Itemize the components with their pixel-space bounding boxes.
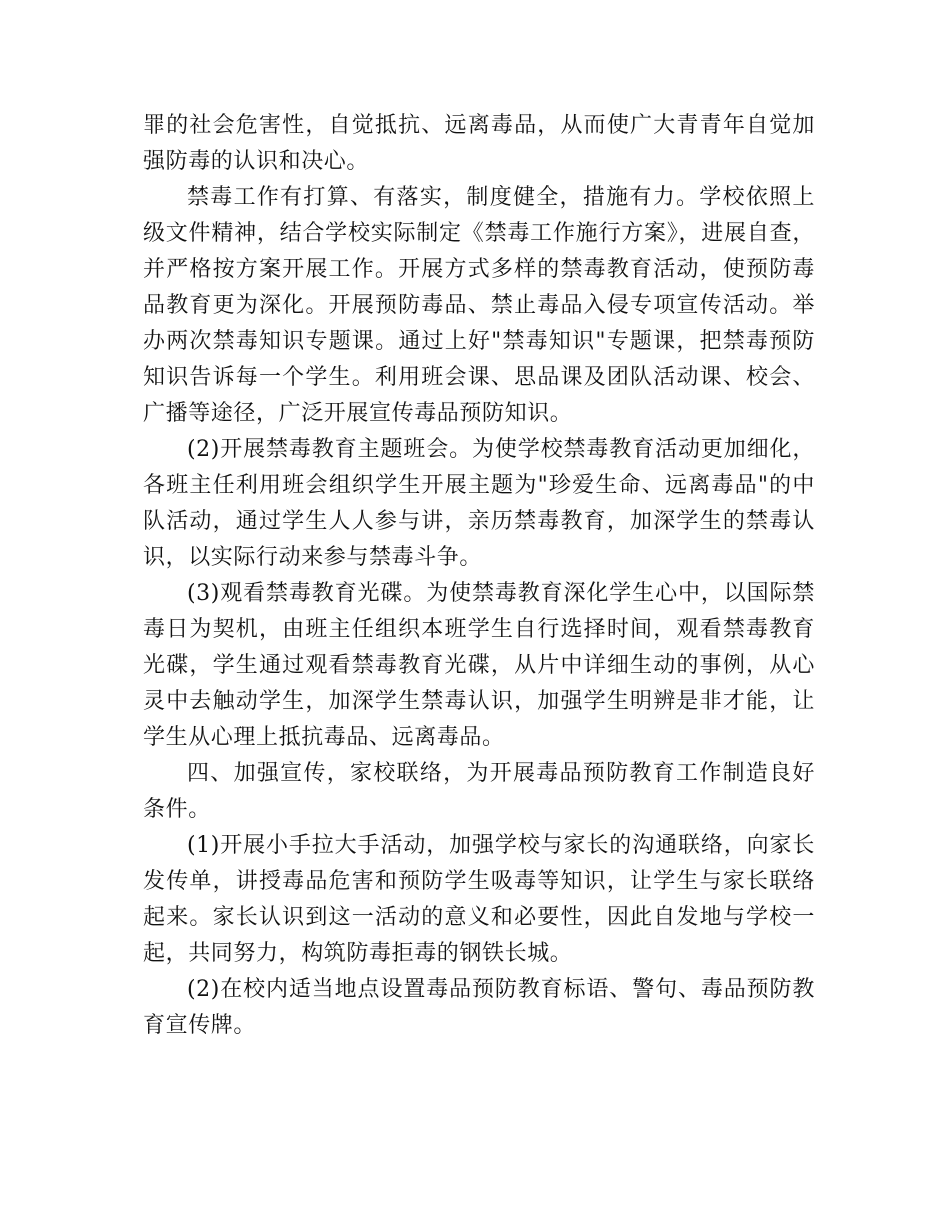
paragraph-watch-education-disc: (3)观看禁毒教育光碟。为使禁毒教育深化学生心中，以国际禁毒日为契机，由班主任组织本班学生自行选择时间，观看禁毒教育光碟，学生通过观看禁毒教育光碟，从片中详细生动的事例，从心灵中去触动学生，加深学生禁毒认识，加强学生明辨是非才能，让学生从心理上抵抗毒品、远离毒品。 bbox=[143, 581, 815, 750]
section-heading-four: 四、加强宣传，家校联络，为开展毒品预防教育工作制造良好条件。 bbox=[143, 761, 815, 822]
paragraph-anti-drug-work-plan: 禁毒工作有打算、有落实，制度健全，措施有力。学校依照上级文件精神，结合学校实际制定《禁毒工作施行方案》，进展自查，并严格按方案开展工作。开展方式多样的禁毒教育活动，使预防毒品教育更为深化。开展预防毒品、禁止毒品入侵专项宣传活动。举办两次禁毒知识专题课。通过上好"禁毒知识"专题课，把禁毒预防知识告诉每一个学生。利用班会课、思品课及团队活动课、校会、广播等途径，广泛开展宣传毒品预防知识。 bbox=[143, 185, 815, 426]
paragraph-small-hands-big-hands: (1)开展小手拉大手活动，加强学校与家长的沟通联络，向家长发传单，讲授毒品危害和预防学生吸毒等知识，让学生与家长联络起来。家长认识到这一活动的意义和必要性，因此自发地与学校一起，共同努力，构筑防毒拒毒的钢铁长城。 bbox=[143, 833, 815, 966]
document-body bbox=[143, 108, 815, 1044]
paragraph-continuation: 罪的社会危害性，自觉抵抗、远离毒品，从而使广大青青年自觉加强防毒的认识和决心。 bbox=[143, 113, 815, 174]
paragraph-campus-slogans: (2)在校内适当地点设置毒品预防教育标语、警句、毒品预防教育宣传牌。 bbox=[143, 977, 815, 1038]
paragraph-theme-class-meeting: (2)开展禁毒教育主题班会。为使学校禁毒教育活动更加细化，各班主任利用班会组织学生开展主题为"珍爱生命、远离毒品"的中队活动，通过学生人人参与讲，亲历禁毒教育，加深学生的禁毒认识，以实际行动来参与禁毒斗争。 bbox=[143, 437, 815, 570]
